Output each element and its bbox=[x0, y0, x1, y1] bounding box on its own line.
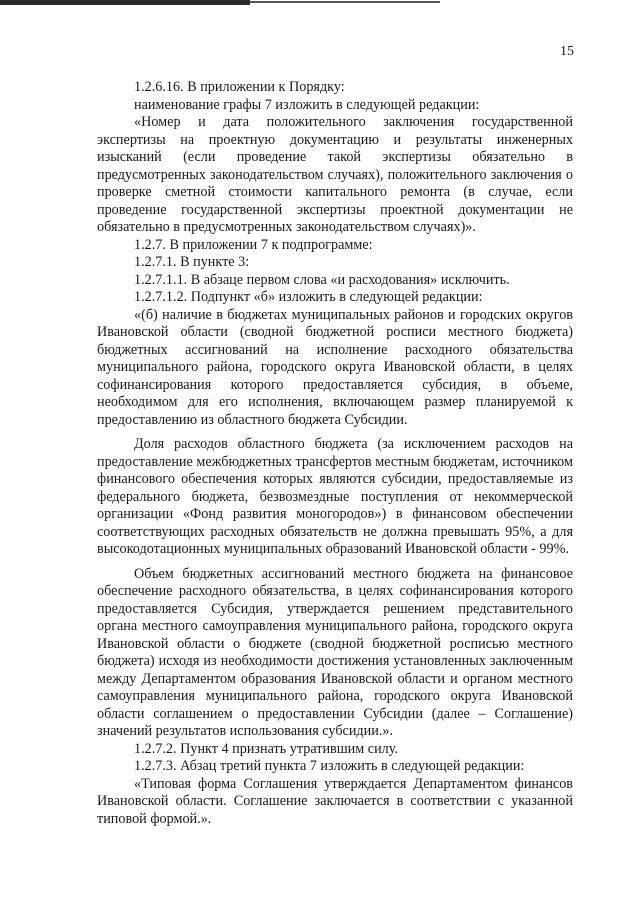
paragraph-2: наименование графы 7 изложить в следующей редакции: bbox=[134, 96, 480, 113]
paragraph-12: 1.2.7.3. Абзац третий пункта 7 изложить в следующей редакции: bbox=[134, 758, 525, 774]
paragraph-7: 1.2.7.1.2. Подпункт «б» изложить в следующей редакции: bbox=[134, 289, 483, 305]
paragraph-3: «Номер и дата положительного заключения государственной экспертизы на проектную документацию и результаты инженерных изысканий (если проведение такой экспертизы обязательно в предусмотренных законодательством случаях), положительного заключения о проверке сметной стоимости капитального ремонта (в случае, если проведение государственной экспертизы проектной документации не обязательно в предусмотренных законодательством случаях)». bbox=[97, 114, 573, 235]
scan-edge-mark-thin bbox=[250, 1, 440, 3]
paragraph-6: 1.2.7.1.1. В абзаце первом слова «и расходования» исключить. bbox=[134, 271, 510, 288]
paragraph-5: 1.2.7.1. В пункте 3: bbox=[134, 254, 250, 270]
paragraph-1: 1.2.6.16. В приложении к Порядку: bbox=[134, 79, 345, 95]
paragraph-11: 1.2.7.2. Пункт 4 признать утратившим силу. bbox=[134, 740, 398, 757]
document-body bbox=[97, 79, 573, 828]
paragraph-4: 1.2.7. В приложении 7 к подпрограмме: bbox=[134, 236, 373, 253]
scan-edge-mark bbox=[0, 0, 250, 5]
paragraph-8: «(б) наличие в бюджетах муниципальных районов и городских округов Ивановской области (сводной бюджетной росписи местного бюджета) бюджетных ассигнований на исполнение расходного обязательства муниципального района, городского округа Ивановской области, в целях софинансирования которого предоставляется субсидия, в объеме, необходимом для его исполнения, включающем размер планируемой к предоставлению из областного бюджета Субсидии. bbox=[97, 306, 573, 428]
paragraph-10: Объем бюджетных ассигнований местного бюджета на финансовое обеспечение расходного обязательства, в целях софинансирования которого предоставляется Субсидия, утверждается решением представительного органа местного самоуправления муниципального района, городского округа Ивановской области о бюджете (сводной бюджетной росписью местного бюджета) исходя из необходимости достижения установленных заключенным между Департаментом образования Ивановской области и органом местного самоуправления муниципального района, городского округа Ивановской области соглашением о предоставлении Субсидии (далее – Соглашение) значений результатов использования субсидии.». bbox=[97, 565, 573, 739]
paragraph-13: «Типовая форма Соглашения утверждается Департаментом финансов Ивановской области. Соглашение заключается в соответствии с указанной типовой формой.». bbox=[97, 775, 573, 827]
page-number: 15 bbox=[560, 44, 574, 59]
paragraph-9: Доля расходов областного бюджета (за исключением расходов на предоставление межбюджетных трансфертов местным бюджетам, источником финансового обеспечения которых являются субсидии, предоставляемые из федерального бюджета, безвозмездные поступления от некоммерческой организации «Фонд развития моногородов») в финансовом обеспечении соответствующих расходных обязательств не должна превышать 95%, а для высокодотационных муниципальных образований Ивановской области - 99%. bbox=[97, 436, 573, 557]
